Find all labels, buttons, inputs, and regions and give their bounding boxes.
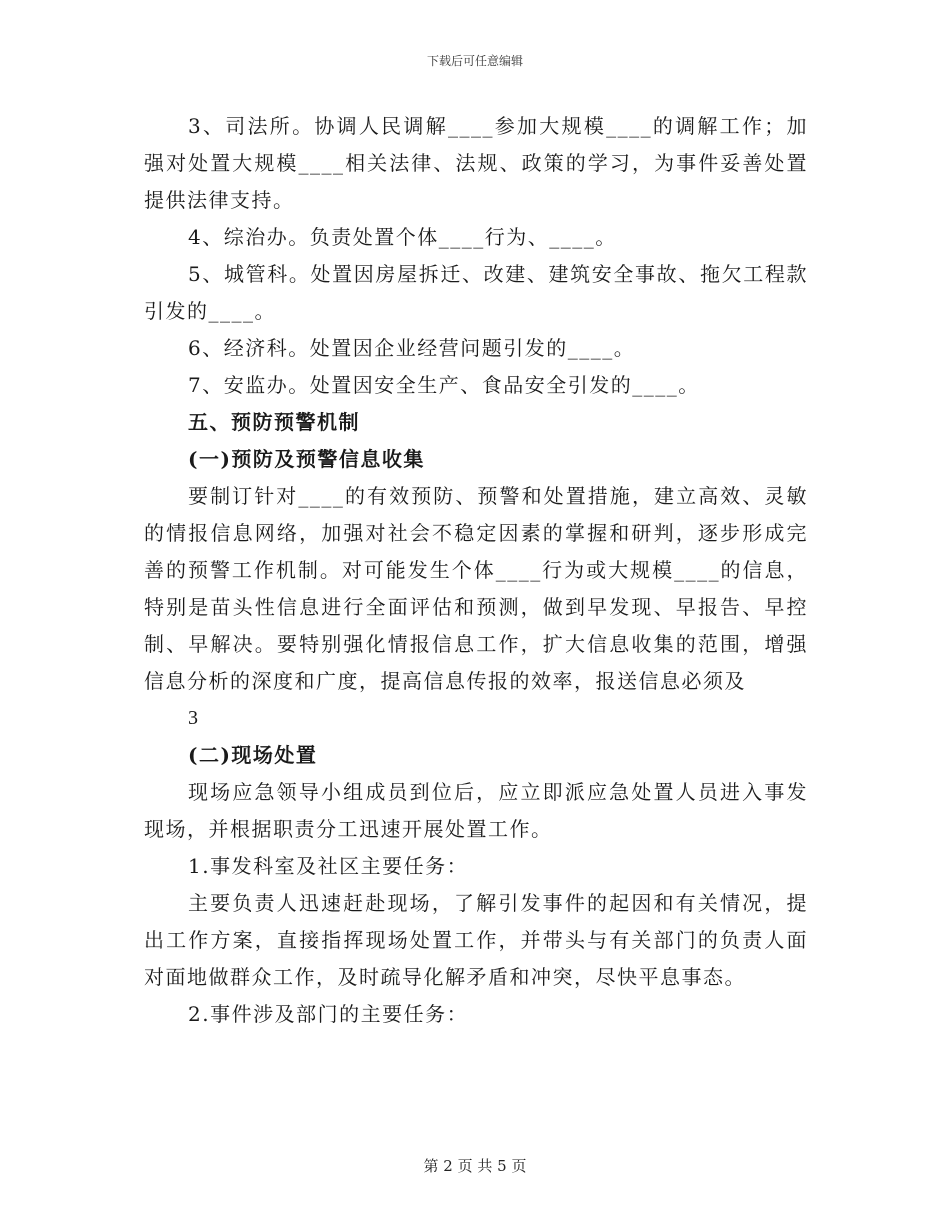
paragraph-judicial-office: 3、司法所。协调人民调解____参加大规模____的调解工作；加强对处置大规模____相关法律、法规、政策的学习，为事件妥善处置提供法律支持。: [144, 114, 808, 212]
inline-number: 3: [188, 707, 200, 729]
paragraph-economic-section: 6、经济科。处置因企业经营问题引发的____。: [188, 336, 636, 360]
list-heading-community-tasks: 1.事发科室及社区主要任务：: [188, 854, 469, 878]
paragraph-community-tasks: 主要负责人迅速赶赴现场，了解引发事件的起因和有关情况，提出工作方案，直接指挥现场处置工作，并带头与有关部门的负责人面对面地做群众工作，及时疏导化解矛盾和冲突，尽快平息事态。: [144, 891, 808, 989]
document-body: [144, 108, 808, 1033]
subsection-heading-info-collection: (一)预防及预警信息收集: [188, 447, 425, 471]
paragraph-onsite-response: 现场应急领导小组成员到位后，应立即派应急处置人员进入事发现场，并根据职责分工迅速开展处置工作。: [144, 780, 808, 841]
paragraph-urban-management: 5、城管科。处置因房屋拆迁、改建、建筑安全事故、拖欠工程款引发的____。: [144, 262, 808, 323]
paragraph-warning-mechanism: 要制订针对____的有效预防、预警和处置措施，建立高效、灵敏的情报信息网络，加强对社会不稳定因素的掌握和研判，逐步形成完善的预警工作机制。对可能发生个体____行为或大规模____的信息，特别是苗头性信息进行全面评估和预测，做到早发现、早报告、早控制、早解决。要特别强化情报信息工作，扩大信息收集的范围，增强信息分析的深度和广度，提高信息传报的效率，报送信息必须及: [144, 484, 808, 693]
paragraph-comprehensive-office: 4、综治办。负责处置个体____行为、____。: [188, 225, 617, 249]
paragraph-safety-office: 7、安监办。处置因安全生产、食品安全引发的____。: [188, 373, 700, 397]
section-heading-prevention: 五、预防预警机制: [188, 410, 360, 434]
subsection-heading-onsite: (二)现场处置: [188, 743, 318, 767]
header-note: 下载后可任意编辑: [426, 54, 523, 68]
page-footer: 第 2 页 共 5 页: [423, 1157, 527, 1175]
list-heading-department-tasks: 2.事件涉及部门的主要任务：: [188, 1002, 469, 1026]
